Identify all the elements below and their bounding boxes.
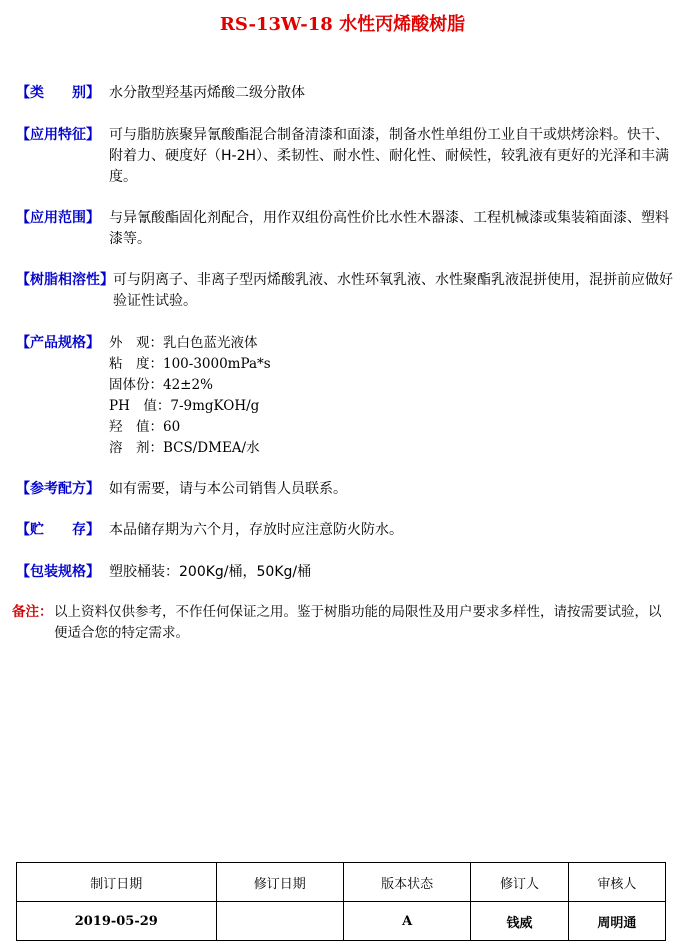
- section-storage: [16, 520, 676, 541]
- formula-text: 如有需要，请与本公司销售人员联系。: [109, 481, 347, 497]
- section-formula: [16, 479, 676, 500]
- category-label: 【类 别】: [16, 85, 100, 101]
- compat-text: 可与阴离子、非离子型丙烯酸乳液、水性环氧乳液、水性聚酯乳液混拼使用，混拼前应做好验证性试验。: [113, 272, 673, 309]
- section-category: [16, 83, 676, 104]
- scope-label: 【应用范围】: [16, 210, 100, 226]
- storage-text: 本品储存期为六个月，存放时应注意防火防水。: [109, 522, 403, 538]
- features-label: 【应用特征】: [16, 127, 100, 143]
- packaging-text: 塑胶桶装：200Kg/桶，50Kg/桶: [109, 564, 312, 580]
- scope-text: 与异氰酸酯固化剂配合，用作双组份高性价比水性木器漆、工程机械漆或集装箱面漆、塑料漆等。: [109, 210, 669, 247]
- revision-value-cell: [216, 902, 343, 941]
- spec-row-appearance: 外 观：乳白色蓝光液体: [109, 335, 258, 351]
- note-text: 以上资料仅供参考，不作任何保证之用。鉴于树脂功能的局限性及用户要求多样性，请按需要试验，以便适合您的特定需求。: [54, 604, 662, 641]
- section-scope: [16, 208, 676, 250]
- spec-row-solids: 固体份：42±2%: [109, 377, 213, 393]
- spec-row-solvent: 溶 剂：BCS/DMEA/水: [109, 440, 260, 456]
- spec-label: 【产品规格】: [16, 335, 100, 351]
- revision-header-cell: 版本状态: [343, 863, 470, 902]
- spec-row-viscosity: 粘 度：100-3000mPa*s: [109, 356, 271, 372]
- revision-value-cell: 2019-05-29: [17, 902, 217, 941]
- page-title: RS-13W-18 水性丙烯酸树脂: [219, 14, 466, 35]
- section-packaging: [16, 562, 676, 583]
- section-spec: [16, 333, 676, 459]
- formula-label: 【参考配方】: [16, 481, 100, 497]
- section-compat: [16, 270, 676, 312]
- spec-row-ph: PH 值：7-9mgKOH/g: [109, 398, 260, 414]
- packaging-label: 【包装规格】: [16, 564, 100, 580]
- note-section: [12, 602, 672, 644]
- revision-table: [16, 862, 666, 941]
- revision-header-cell: 制订日期: [17, 863, 217, 902]
- revision-value-cell: A: [343, 902, 470, 941]
- revision-header-row: [17, 863, 666, 902]
- compat-label: 【树脂相溶性】: [16, 272, 114, 288]
- revision-header-cell: 审核人: [568, 863, 665, 902]
- revision-value-row: [17, 902, 666, 941]
- revision-value-cell: 周明通: [568, 902, 665, 941]
- revision-header-cell: 修订人: [471, 863, 568, 902]
- note-label: 备注：: [12, 604, 53, 620]
- features-text: 可与脂肪族聚异氰酸酯混合制备清漆和面漆，制备水性单组份工业自干或烘烤涂料。快干、附着力、硬度好（H-2H）、柔韧性、耐水性、耐化性、耐候性，较乳液有更好的光泽和丰满度。: [109, 127, 670, 185]
- spec-row-hydroxyl: 羟 值：60: [109, 419, 181, 435]
- category-text: 水分散型羟基丙烯酸二级分散体: [109, 85, 305, 101]
- section-features: [16, 125, 676, 188]
- revision-value-cell: 钱威: [471, 902, 568, 941]
- storage-label: 【贮 存】: [16, 522, 100, 538]
- spec-list: [109, 333, 676, 459]
- revision-header-cell: 修订日期: [216, 863, 343, 902]
